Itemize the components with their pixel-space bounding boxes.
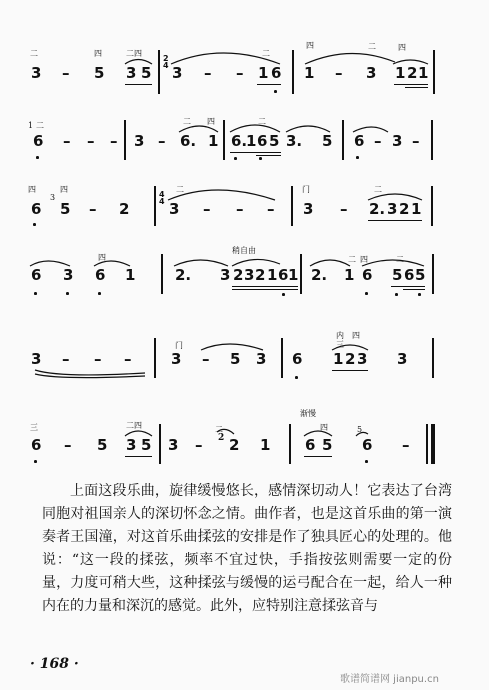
watermark: 歌谱简谱网 jianpu.cn [340,674,439,685]
fingering-mark: 四 [352,331,360,340]
note: 6 [31,436,42,454]
note: 5 [60,200,71,218]
note: 1 [304,64,315,82]
fingering-mark: 二 [368,42,376,51]
page-number: · 168 · [30,656,79,672]
slur [174,260,228,266]
note: 1 [246,132,257,150]
note: 6 [362,436,373,454]
note: 3 [220,266,231,284]
fingering-mark: 四 [94,49,102,58]
time-signature: 4 4 [159,190,165,207]
note: – [203,200,211,218]
note: – [89,200,97,218]
fingering-mark: 门 [175,341,183,350]
fingering-mark: 二 [183,117,191,126]
note: 3 [63,266,74,284]
note: 1 [411,200,422,218]
slur [310,260,350,266]
note: 3 [387,200,398,218]
note: 3 [134,132,145,150]
note: – [94,350,102,368]
body-paragraph [42,480,452,618]
note: 2. [369,200,386,218]
note: 3 [357,350,368,368]
note: – [158,132,166,150]
fingering-mark: 二 [176,185,184,194]
fingering-mark: 四 [207,117,215,126]
note: 3 [392,132,403,150]
slur [30,261,70,266]
slur [305,53,395,64]
slur [393,60,428,64]
fingering-mark: 5 [357,425,363,434]
fingering-mark: 四 [360,255,368,264]
note: 3 [126,436,137,454]
slur [356,432,368,436]
fingering-mark: 四 [98,253,106,262]
note: 3 [366,64,377,82]
note: 2 [119,200,130,218]
note: 6 [31,266,42,284]
slur [362,260,424,266]
note: – [236,200,244,218]
fingering-mark: 门 [302,185,310,194]
note: – [195,436,203,454]
note: 3 [168,436,179,454]
slur [217,429,234,434]
note: 6 [33,132,44,150]
note: 3. [286,132,303,150]
note: 1 [344,266,355,284]
note: 6 [404,266,415,284]
note: 5 [415,266,426,284]
fingering-mark: 内 [336,331,344,340]
note: 2. [175,266,192,284]
fingering-mark: 3 [50,193,56,202]
fingering-mark: 二四 [126,49,142,58]
note: 6 [362,266,373,284]
slur [168,190,275,200]
note: 6 [278,266,289,284]
note: 1 [208,132,219,150]
note: – [64,436,72,454]
note: 5 [141,64,152,82]
time-signature: 2 4 [163,54,169,71]
tempo-mark: 渐慢 [300,409,316,418]
fingering-mark: 二 [262,49,270,58]
slur [286,126,330,132]
fingering-mark: 二 [36,121,44,130]
slur [125,60,152,65]
note: – [335,64,343,82]
fingering-mark: 二 [258,117,266,126]
slur [230,125,280,132]
note: – [236,64,244,82]
note: – [202,350,210,368]
paragraph-text: 上面这段乐曲，旋律缓慢悠长，感情深切动人！它表达了台湾同胞对祖国亲人的深切怀念之情。曲作者，也是这首乐曲的第一演奏者王国潼，对这首乐曲揉弦的安排是作了独具匠心的处理的。他说：“这一段的揉弦，频率不宜过快，手指按弦则需要一定的份量，力度可稍大些，这种揉弦与缓慢的运弓配合在一起，给人一种内在的力量和深沉的感觉。此外，应特别注意揉弦音与 [42,483,452,614]
fingering-mark: 四 [306,41,314,50]
slur [201,344,263,350]
slur [353,127,388,132]
note: – [374,132,382,150]
fingering-mark: 三 [336,340,344,349]
fingering-mark: 四 [398,43,406,52]
note: 5 [97,436,108,454]
note: – [340,200,348,218]
note: 1 [260,436,271,454]
slur [332,345,368,350]
note: – [402,436,410,454]
note: 3 [169,200,180,218]
slur [171,53,280,64]
note: 3 [126,64,137,82]
note: – [62,350,70,368]
note: 6 [292,350,303,368]
fingering-mark: 二 [30,49,38,58]
note: 2 [407,64,418,82]
slur [179,126,218,132]
note: 2. [311,266,328,284]
grace-note: 2 [218,433,225,443]
note: 3 [303,200,314,218]
note: 6 [31,200,42,218]
note: 6 [271,64,282,82]
note: – [412,132,420,150]
fingering-mark: 四 [320,423,328,432]
note: 3 [171,350,182,368]
note: 3 [31,64,42,82]
slur [304,431,332,436]
note: – [62,64,70,82]
slur [35,370,145,375]
note: – [87,132,95,150]
note: 5 [322,132,333,150]
fingering-mark: 1 [28,121,34,130]
note: 5 [269,132,280,150]
fingering-mark: 二 [215,425,223,434]
note: 5 [94,64,105,82]
note: 1 [125,266,136,284]
note: 5 [392,266,403,284]
note: 6 [257,132,268,150]
slur [368,194,422,200]
note: 2 [399,200,410,218]
note: 5 [322,436,333,454]
note: 2 [255,266,266,284]
note: – [204,64,212,82]
note: – [63,132,71,150]
note: 1 [395,64,406,82]
note: 1 [418,64,429,82]
note: 2 [229,436,240,454]
note: 2 [233,266,244,284]
note: – [124,350,132,368]
note: 6 [305,436,316,454]
note: 5 [230,350,241,368]
tempo-mark: 稍自由 [232,246,256,255]
note: 3 [172,64,183,82]
note: 5 [141,436,152,454]
note: 1 [333,350,344,368]
note: 2 [345,350,356,368]
note: 1 [267,266,278,284]
note: 3 [256,350,267,368]
note: 6. [180,132,197,150]
fingering-mark: 二 [348,255,356,264]
note: 6 [95,266,106,284]
note: 3 [31,350,42,368]
note: – [267,200,275,218]
fingering-mark: 二 [374,185,382,194]
slur [125,431,152,436]
fingering-mark: 二四 [126,421,142,430]
note: 6 [354,132,365,150]
note: – [110,132,118,150]
fingering-mark: 四 [60,185,68,194]
note: 1 [258,64,269,82]
note: 1 [288,266,299,284]
note: 3 [397,350,408,368]
fingering-mark: 二 [396,255,404,264]
fingering-mark: 三 [30,423,38,432]
fingering-mark: 四 [28,185,36,194]
slur [232,259,280,266]
note: 6. [231,132,248,150]
slur [94,261,130,266]
note: 3 [244,266,255,284]
